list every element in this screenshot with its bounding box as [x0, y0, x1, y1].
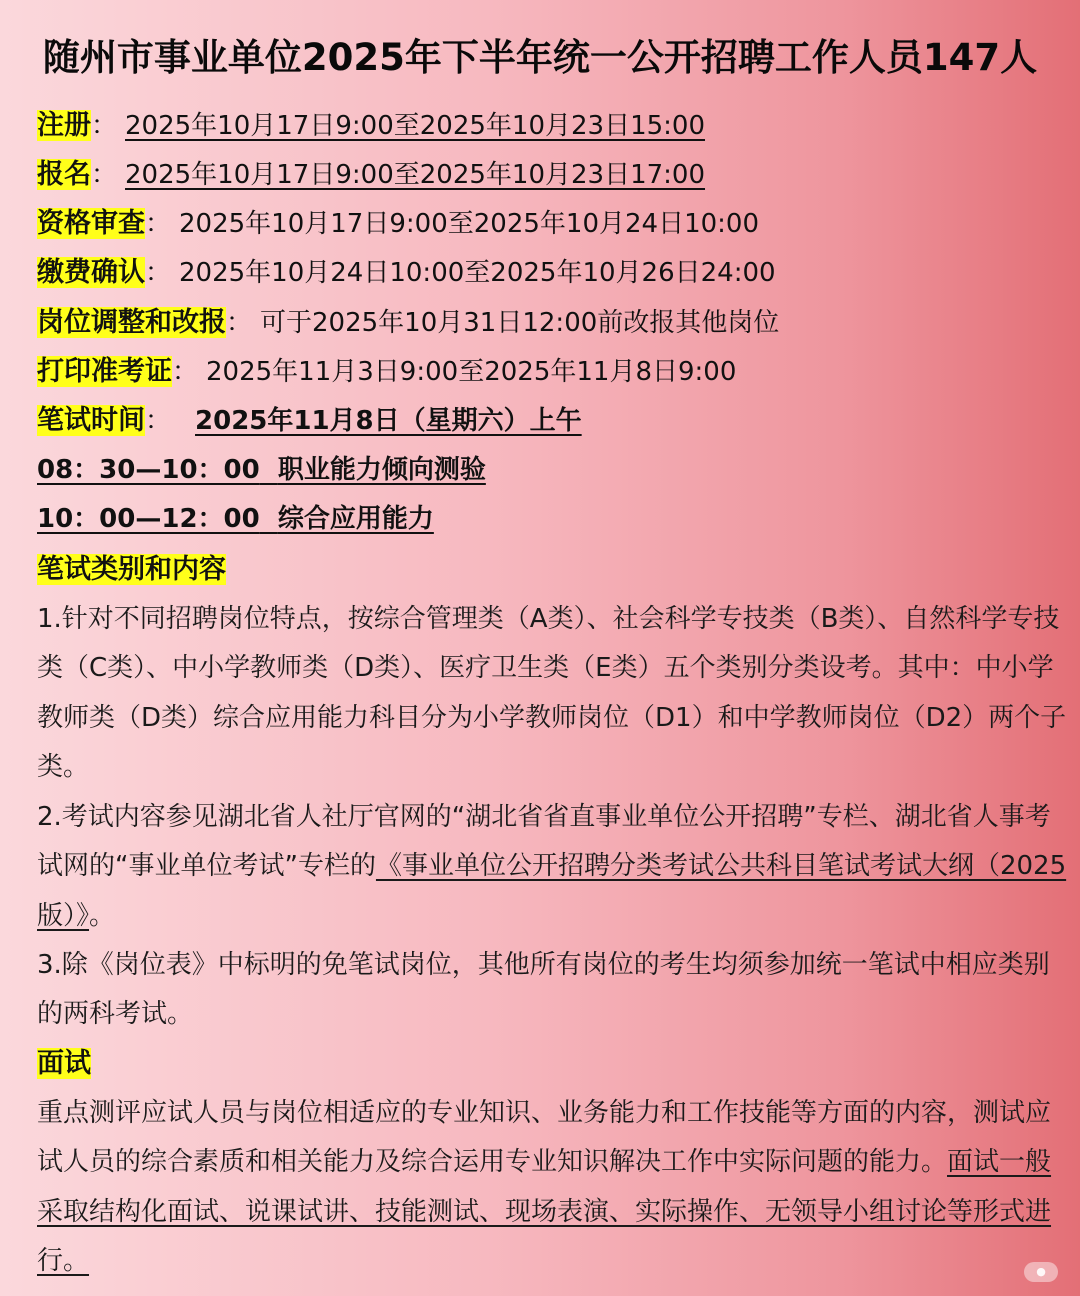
schedule-row-print: 打印准考证： 2025年11月3日9:00至2025年11月8日9:00 [37, 356, 737, 387]
schedule-row-payment: 缴费确认： 2025年10月24日10:00至2025年10月26日24:00 [37, 257, 776, 288]
syllabus-link[interactable]: 《事业单位公开招聘分类考试公共科目笔试考试大纲（2025版）》 [37, 851, 1067, 931]
schedule-row-review: 资格审查： 2025年10月17日9:00至2025年10月24日10:00 [37, 208, 760, 239]
schedule-label: 缴费确认 [37, 257, 145, 288]
schedule-label: 岗位调整和改报 [37, 307, 226, 338]
exam-content-p1: 1.针对不同招聘岗位特点，按综合管理类（A类）、社会科学专技类（B类）、自然科学专技类（C类）、中小学教师类（D类）、医疗卫生类（E类）五个类别分类设考。其中：中小学教师类（D类）综合应用能力科目分为小学教师岗位（D1）和中学教师岗位（D2）两个子类。 [37, 604, 1067, 783]
session-time: 10：00—12：00 [37, 504, 260, 534]
schedule-label: 资格审查 [37, 208, 145, 239]
schedule-row-register: 注册： 2025年10月17日9:00至2025年10月23日15:00 [37, 110, 706, 141]
schedule-label: 报名 [37, 159, 91, 190]
p2-prefix: 2.考试内容参见湖北省人社厅官网的“湖北省省直事业单位公开招聘”专栏、湖北省人事考试网的“事业单位考试”专栏的 [37, 802, 1051, 882]
schedule-label: 打印准考证 [37, 356, 172, 387]
p2-suffix: 。 [89, 900, 116, 931]
session-time: 08：30—10：00 [37, 455, 260, 485]
session-subject: 综合应用能力 [277, 504, 434, 534]
watermark-logo: ● [1024, 1262, 1058, 1282]
schedule-value: 2025年10月24日10:00至2025年10月26日24:00 [179, 258, 776, 288]
exam-time-row: 笔试时间： 2025年11月8日（星期六）上午 [37, 405, 582, 436]
exam-content-p3: 3.除《岗位表》中标明的免笔试岗位，其他所有岗位的考生均须参加统一笔试中相应类别的两科考试。 [37, 950, 1050, 1030]
schedule-label: 注册 [37, 110, 91, 141]
page-title: 随州市事业单位2025年下半年统一公开招聘工作人员147人 [42, 36, 1038, 79]
exam-time-label: 笔试时间 [37, 405, 145, 436]
interview-heading: 面试 [37, 1048, 91, 1079]
schedule-row-adjust: 岗位调整和改报： 可于2025年10月31日12:00前改报其他岗位 [37, 307, 780, 338]
schedule-value: 2025年10月17日9:00至2025年10月23日17:00 [125, 160, 706, 190]
schedule-value: 2025年10月17日9:00至2025年10月24日10:00 [179, 209, 760, 239]
interview-formats: 面试一般采取结构化面试、说课试讲、技能测试、现场表演、实际操作、无领导小组讨论等形式进行。 [37, 1147, 1052, 1277]
schedule-row-signup: 报名： 2025年10月17日9:00至2025年10月23日17:00 [37, 159, 706, 190]
exam-date: 2025年11月8日（星期六）上午 [195, 406, 582, 436]
exam-content-heading-row [37, 545, 226, 594]
schedule-value: 2025年11月3日9:00至2025年11月8日9:00 [206, 357, 737, 387]
schedule-value: 可于2025年10月31日12:00前改报其他岗位 [260, 308, 780, 338]
exam-content-p2 [37, 793, 1067, 941]
exam-session-2 [37, 495, 434, 544]
interview-heading-row [37, 1039, 91, 1088]
interview-paragraph [37, 1089, 1067, 1287]
interview-text: 重点测评应试人员与岗位相适应的专业知识、业务能力和工作技能等方面的内容，测试应试人员的综合素质和相关能力及综合运用专业知识解决工作中实际问题的能力。 [37, 1098, 1052, 1178]
schedule-value: 2025年10月17日9:00至2025年10月23日15:00 [125, 111, 706, 141]
exam-session-1 [37, 446, 486, 495]
exam-content-heading: 笔试类别和内容 [37, 554, 226, 585]
session-subject: 职业能力倾向测验 [277, 455, 486, 485]
